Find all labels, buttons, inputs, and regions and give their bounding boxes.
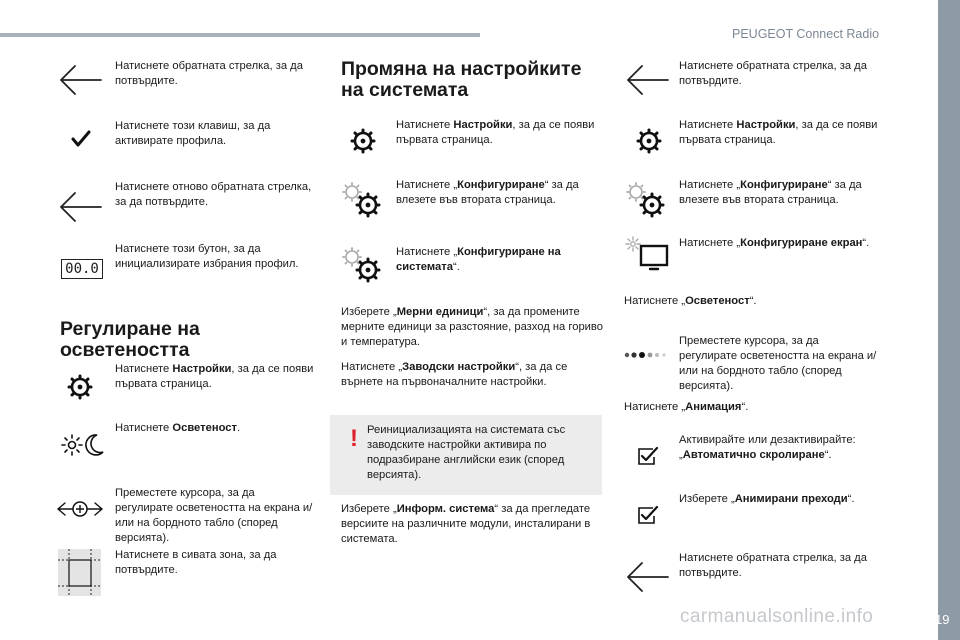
para-text-bold: Мерни единици [396,306,484,318]
item-text-post: “. [452,261,460,273]
item-text-bold: Конфигуриране екран [740,237,863,249]
item-text-pre: Натиснете „ [396,246,458,258]
item-text-post: “ за да влезете във втората страница. [396,179,579,206]
para-text-pre: Изберете „ [341,503,397,515]
col1-brightness-item-1 [115,362,315,392]
col3-item-4 [679,236,879,251]
para-text-pre: Изберете „ [341,306,397,318]
para-text-bold: Осветеност [685,295,750,307]
item-text-post: “. [824,449,832,461]
watermark: carmanualsonline.info [680,606,874,627]
notice-box [330,415,602,495]
col1-item-1 [115,59,315,89]
para-text-post: “, за да промените мерните единици за разстояние, разход на гориво и температура. [341,306,603,348]
para-text-post: “. [741,401,749,413]
system-info-paragraph [341,502,603,547]
item-text-bold: Настройки [172,363,232,375]
brightness-icon [59,432,105,458]
config-gears-icon [340,180,384,220]
col2-item-1 [396,118,596,148]
item-text-post: , за да се появи първата страница. [679,119,878,146]
col1-item-3 [115,180,315,210]
header-title: PEUGEOT Connect Radio [732,27,880,41]
brightness-paragraph [624,294,884,309]
item-text-bold: Конфигуриране [457,179,545,191]
config-gears-icon [340,245,384,285]
col1-brightness-item-4 [115,548,315,578]
animation-paragraph [624,400,884,415]
col1-brightness-item-2 [115,421,315,436]
top-rule [0,33,480,37]
para-text-bold: Анимация [685,401,742,413]
item-text: Натиснете този бутон, за да инициализирате избрания профил. [115,243,299,270]
para-text-post: “, за да се върнете на първоначалните настройки. [341,361,568,388]
item-text-bold: Автоматично скролиране [682,449,825,461]
reset-display-icon: 00.0 [61,259,103,279]
para-text-pre: Натиснете „ [341,361,403,373]
col2-item-2 [396,178,596,208]
col3-last-item [679,551,879,581]
para-text-bold: Информ. система [396,503,495,515]
item-text-pre: Натиснете [115,422,173,434]
checkbox-icon[interactable] [637,446,659,466]
para-text-pre: Натиснете „ [624,401,686,413]
back-arrow-icon [624,560,670,594]
grey-zone-icon [58,549,101,596]
screen-config-icon [624,235,670,275]
item-text-pre: Натиснете „ [679,179,741,191]
item-text: Натиснете този клавиш, за да активирате профила. [115,120,271,147]
checkmark-icon [71,130,91,148]
item-text-bold: Анимирани преходи [734,493,848,505]
item-text: Натиснете обратната стрелка, за да потвърдите. [679,552,867,579]
slider-dots-icon [622,348,670,362]
settings-gear-icon [67,374,93,400]
col1-brightness-item-3 [115,486,315,546]
slider-icon [56,497,104,521]
para-text-bold: Заводски настройки [402,361,516,373]
col1-item-4 [115,242,315,272]
notice-text: Реинициализацията на системата със заводските настройки активира по подразбиране английски език (според версията). [367,424,566,481]
item-text-pre: Изберете „ [679,493,735,505]
col3-animation-item-2 [679,492,879,507]
item-text-post: , за да се появи първата страница. [115,363,314,390]
warning-mark-icon: ! [350,425,358,452]
item-text-post: . [236,422,241,434]
back-arrow-icon [57,190,103,224]
item-text-bold: Конфигуриране на системата [396,246,561,273]
item-text-pre: Натиснете [396,119,454,131]
item-text-pre: Натиснете „ [396,179,458,191]
back-arrow-icon [57,63,103,97]
col3-item-2 [679,118,879,148]
settings-gear-icon [636,128,662,154]
settings-gear-icon [350,128,376,154]
page-dot [933,595,937,599]
item-text: Преместете курсора, за да регулирате осветеността на екрана и/или на бордното табло (според версията). [679,335,877,392]
page-number: 19 [935,612,950,627]
col1-item-2 [115,119,315,149]
para-text-post: “. [749,295,757,307]
item-text: Натиснете отново обратната стрелка, за да потвърдите. [115,181,312,208]
item-text-pre: Активирайте или дезактивирайте: „ [679,434,856,461]
item-text-bold: Осветеност [172,422,237,434]
item-text-post: , за да се появи първата страница. [396,119,595,146]
col3-item-3 [679,178,879,208]
col3-animation-item-1 [679,433,879,463]
col2-item-3 [396,245,596,275]
item-text-bold: Настройки [736,119,796,131]
col3-slider-item [679,334,879,394]
item-text-bold: Настройки [453,119,513,131]
col3-item-1 [679,59,879,89]
config-gears-icon [624,180,668,220]
brightness-heading: Регулиране на осветеността [60,318,200,361]
item-text: Натиснете в сивата зона, за да потвърдите. [115,549,277,576]
item-text-post: “ за да влезете във втората страница. [679,179,862,206]
side-bar [938,0,960,640]
system-settings-heading: Промяна на настройките на системата [341,58,582,101]
item-text: Преместете курсора, за да регулирате осветеността на екрана и/или на бордното табло (според версията). [115,487,313,544]
item-text: Натиснете обратната стрелка, за да потвърдите. [679,60,867,87]
checkbox-icon[interactable] [637,505,659,525]
item-text-post: “. [847,493,855,505]
item-text: Натиснете обратната стрелка, за да потвърдите. [115,60,303,87]
item-text-pre: Натиснете [115,363,173,375]
units-paragraph [341,305,603,350]
item-text-pre: Натиснете [679,119,737,131]
factory-settings-paragraph [341,360,603,390]
para-text-post: “ за да прегледате версиите на различните модули, инсталирани в системата. [341,503,591,545]
para-text-pre: Натиснете „ [624,295,686,307]
item-text-pre: Натиснете „ [679,237,741,249]
back-arrow-icon [624,63,670,97]
item-text-post: “. [862,237,870,249]
item-text-bold: Конфигуриране [740,179,828,191]
